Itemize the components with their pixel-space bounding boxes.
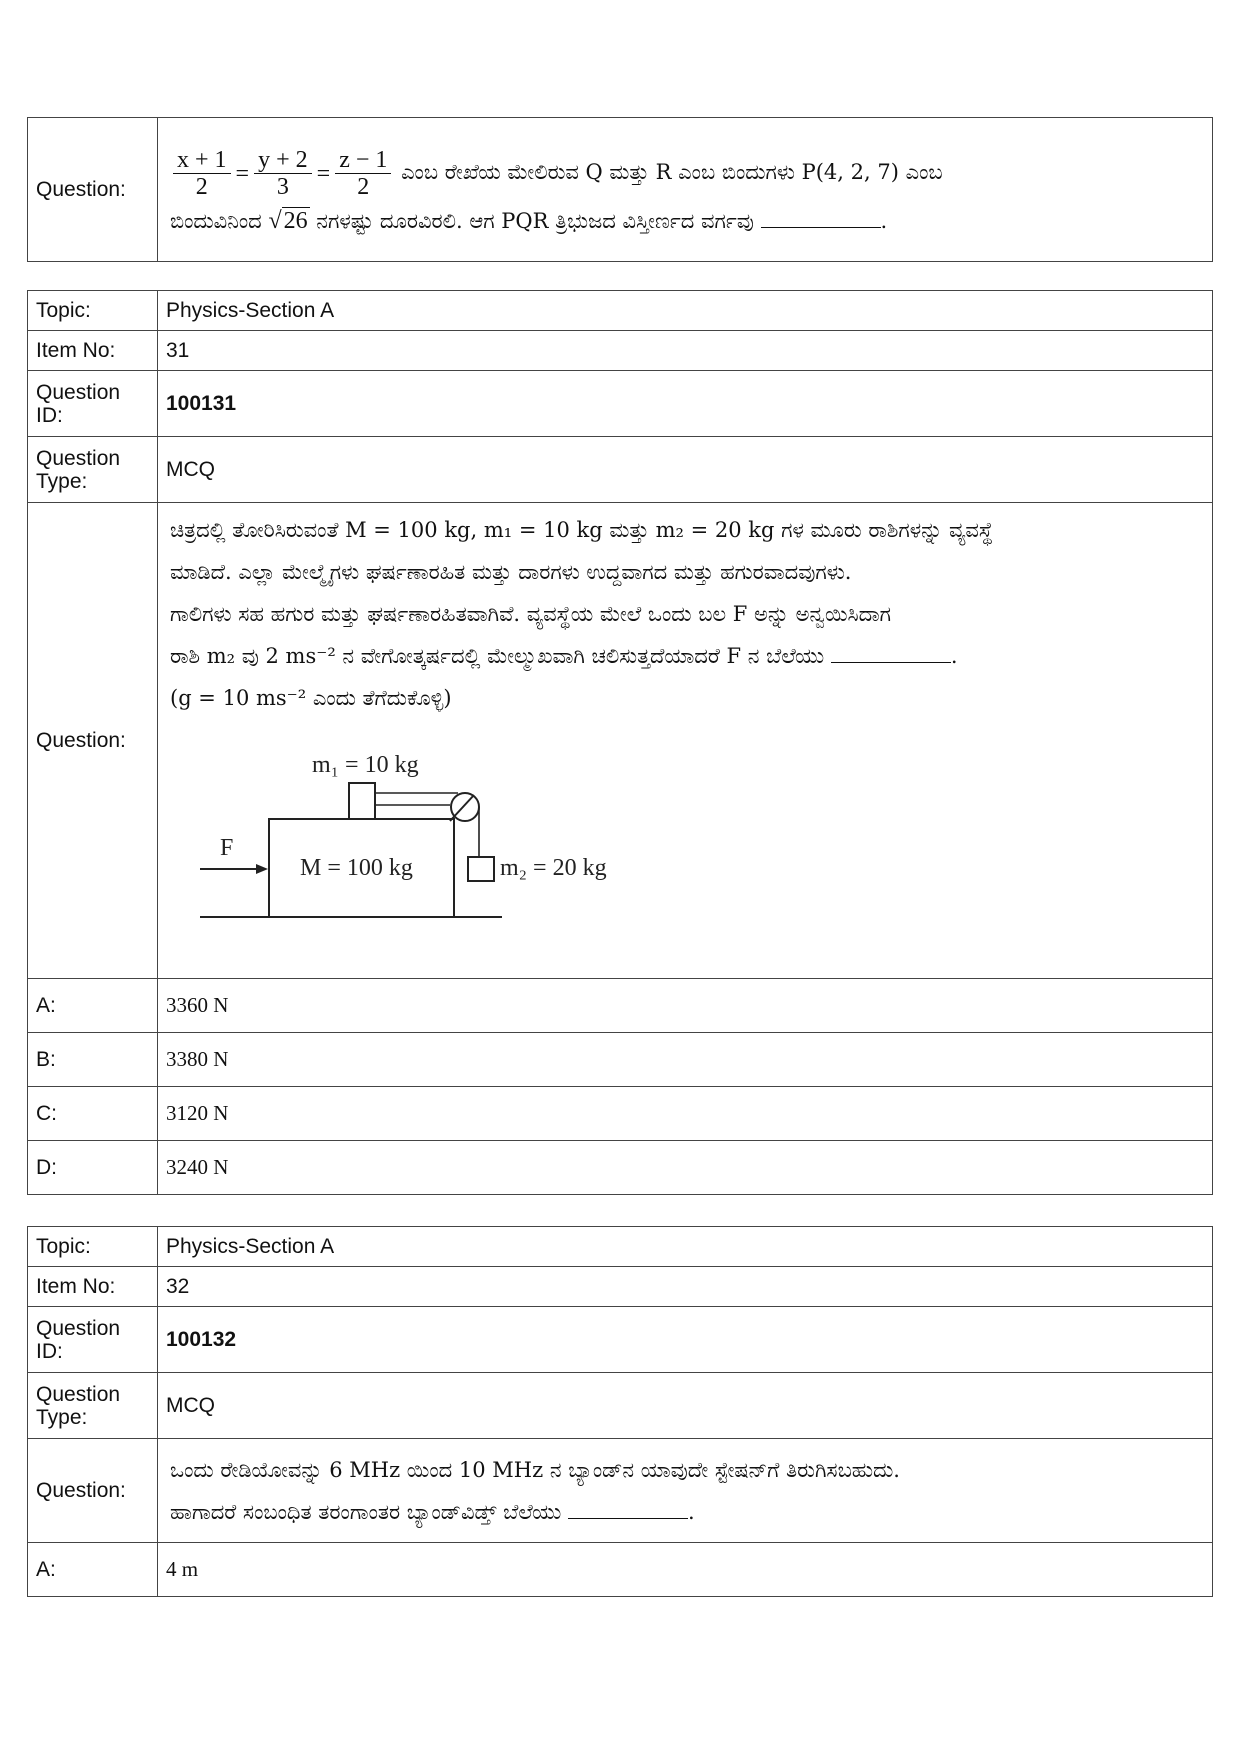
item-no-value: 31 (158, 331, 1213, 371)
fraction-x-denominator: 2 (195, 174, 208, 200)
question-type-row (28, 1373, 1213, 1439)
topic-value: Physics-Section A (158, 291, 1213, 331)
option-b-value[interactable]: 3380 N (158, 1033, 1213, 1087)
question-id-value: 100132 (158, 1307, 1213, 1373)
question-text: ಚಿತ್ರದಲ್ಲಿ ತೋರಿಸಿರುವಂತೆ M = 100 kg, m₁ = 10 kg ಮತ್ತು m₂ = 20 kg ಗಳ ಮೂರು ರಾಶಿಗಳನ್ನು ವ್ಯವಸ್ಥೆ ಮಾಡಿದೆ. ಎಲ್ಲಾ ಮೇಲ್ಮೈಗಳು ಘರ್ಷಣಾರಹಿತ ಮತ್ತು ದಾರಗಳು ಉದ್ದವಾಗದ ಮತ್ತು ಹಗುರವಾದವುಗಳು. ಗಾಲಿಗಳು ಸಹ ಹಗುರ ಮತ್ತು ಘರ್ಷಣಾರಹಿತವಾಗಿವೆ. ವ್ಯವಸ್ಥೆಯ ಮೇಲೆ ಒಂದು ಬಲ F ಅನ್ನು ಅನ್ವಯಿಸಿದಾಗ ರಾಶಿ m₂ ವು 2 ms⁻² ನ ವೇಗೋತ್ಕರ್ಷದಲ್ಲಿ ಮೇಲ್ಮುಖವಾಗಿ ಚಲಿಸುತ್ತದೆಯಾದರೆ F ನ ಬೆಲೆಯು . (g = 10 ms⁻² ಎಂದು ತೆಗೆದುಕೊಳ್ಳಿ) (170, 518, 994, 710)
question-text-line1: ಎಂಬ ರೇಖೆಯ ಮೇಲಿರುವ Q ಮತ್ತು R ಎಂಬ ಬಿಂದುಗಳು P(4, 2, 7) ಎಂಬ (401, 160, 943, 184)
option-c-label: C: (28, 1087, 158, 1141)
question-type-label: Question Type: (28, 1373, 158, 1439)
question-id-value: 100131 (158, 371, 1213, 437)
question-table-prev (27, 117, 1213, 262)
option-b-label: B: (28, 1033, 158, 1087)
fraction-z (335, 147, 391, 200)
question-cell (158, 118, 1213, 262)
option-d-row[interactable] (28, 1141, 1213, 1195)
option-a-value[interactable]: 3360 N (158, 979, 1213, 1033)
fraction-y (254, 147, 312, 200)
m2-label: m₂ = 20 kg (500, 855, 607, 881)
period: . (880, 209, 888, 233)
question-label: Question: (28, 503, 158, 979)
question-id-label: Question ID: (28, 371, 158, 437)
question-id-row (28, 1307, 1213, 1373)
item-no-row (28, 331, 1213, 371)
question-text (166, 1449, 1204, 1533)
equals-sign: = (316, 160, 331, 187)
question-text-line2a: ಬಿಂದುವಿನಿಂದ (170, 209, 262, 233)
option-d-label: D: (28, 1141, 158, 1195)
option-c-row[interactable] (28, 1087, 1213, 1141)
question-type-label: Question Type: (28, 437, 158, 503)
question-line-2: ಹಾಗಾದರೆ ಸಂಬಂಧಿತ ತರಂಗಾಂತರ ಬ್ಯಾಂಡ್‌ವಿಡ್ತ್ ಬೆಲೆಯು (170, 1499, 562, 1524)
option-a-label: A: (28, 1543, 158, 1597)
question-text-line2b: ನಗಳಷ್ಟು ದೂರವಿರಲಿ. ಆಗ PQR ತ್ರಿಭುಜದ ವಿಸ್ತೀರ್ಣದ ವರ್ಗವು (316, 209, 754, 233)
block-m2 (468, 857, 494, 881)
question-label: Question: (28, 118, 158, 262)
equals-sign: = (235, 160, 250, 187)
question-cell (158, 503, 1213, 979)
force-label: F (220, 835, 234, 861)
answer-blank (831, 644, 951, 663)
option-a-row[interactable] (28, 1543, 1213, 1597)
option-d-value[interactable]: 3240 N (158, 1141, 1213, 1195)
block-m1 (349, 783, 375, 819)
fraction-z-numerator: z − 1 (335, 147, 391, 174)
option-a-row[interactable] (28, 979, 1213, 1033)
force-arrowhead (256, 864, 268, 874)
option-a-label: A: (28, 979, 158, 1033)
question-row (28, 118, 1213, 262)
question-label: Question: (28, 1439, 158, 1543)
question-type-row (28, 437, 1213, 503)
question-row (28, 1439, 1213, 1543)
fraction-y-numerator: y + 2 (254, 147, 312, 174)
option-b-row[interactable] (28, 1033, 1213, 1087)
option-a-value[interactable]: 4 m (158, 1543, 1213, 1597)
period: . (687, 1499, 695, 1524)
topic-value: Physics-Section A (158, 1227, 1213, 1267)
item-no-label: Item No: (28, 1267, 158, 1307)
big-M-label: M = 100 kg (300, 855, 413, 881)
question-table-31 (27, 290, 1213, 1195)
question-id-label: Question ID: (28, 1307, 158, 1373)
pulley-system-figure (182, 737, 642, 937)
fraction-y-denominator: 3 (276, 174, 289, 200)
question-line-1: ಚಿತ್ರದಲ್ಲಿ ತೋರಿಸಿರುವಂತೆ M = 100 kg, m₁ = 10 kg ಮತ್ತು m₂ = 20 kg ಗಳ ಮೂರು ರಾಶಿಗಳನ್ನು ವ್ಯವಸ್ಥೆ (170, 518, 994, 542)
question-table-32 (27, 1226, 1213, 1597)
question-type-value: MCQ (158, 437, 1213, 503)
sqrt-radicand: 26 (283, 208, 308, 234)
topic-label: Topic: (28, 291, 158, 331)
item-no-label: Item No: (28, 331, 158, 371)
question-line-1: ಒಂದು ರೇಡಿಯೋವನ್ನು 6 MHz ಯಿಂದ 10 MHz ನ ಬ್ಯಾಂಡ್‌ನ ಯಾವುದೇ ಸ್ಟೇಷನ್‌ಗೆ ತಿರುಗಿಸಬಹುದು. (170, 1457, 900, 1482)
question-id-row (28, 371, 1213, 437)
topic-row (28, 291, 1213, 331)
fraction-z-denominator: 2 (357, 174, 370, 200)
topic-label: Topic: (28, 1227, 158, 1267)
question-line-5: (g = 10 ms⁻² ಎಂದು ತೆಗೆದುಕೊಳ್ಳಿ) (170, 686, 452, 710)
answer-blank (568, 1500, 688, 1519)
question-type-value: MCQ (158, 1373, 1213, 1439)
answer-blank (761, 209, 881, 228)
question-text (166, 137, 1204, 242)
sqrt-expression (268, 207, 309, 234)
question-cell (158, 1439, 1213, 1543)
item-no-value: 32 (158, 1267, 1213, 1307)
fraction-x-numerator: x + 1 (173, 147, 231, 174)
fraction-x (173, 147, 231, 200)
question-line-3: ಗಾಲಿಗಳು ಸಹ ಹಗುರ ಮತ್ತು ಘರ್ಷಣಾರಹಿತವಾಗಿವೆ. ವ್ಯವಸ್ಥೆಯ ಮೇಲೆ ಒಂದು ಬಲ F ಅನ್ನು ಅನ್ವಯಿಸಿದಾಗ (170, 602, 891, 626)
question-line-2: ಮಾಡಿದೆ. ಎಲ್ಲಾ ಮೇಲ್ಮೈಗಳು ಘರ್ಷಣಾರಹಿತ ಮತ್ತು ದಾರಗಳು ಉದ್ದವಾಗದ ಮತ್ತು ಹಗುರವಾದವುಗಳು. (170, 560, 852, 584)
sqrt-symbol: √ (268, 208, 282, 234)
question-row (28, 503, 1213, 979)
item-no-row (28, 1267, 1213, 1307)
topic-row (28, 1227, 1213, 1267)
option-c-value[interactable]: 3120 N (158, 1087, 1213, 1141)
m1-label: m₁ = 10 kg (312, 752, 419, 778)
question-line-4: ರಾಶಿ m₂ ವು 2 ms⁻² ನ ವೇಗೋತ್ಕರ್ಷದಲ್ಲಿ ಮೇಲ್ಮುಖವಾಗಿ ಚಲಿಸುತ್ತದೆಯಾದರೆ F ನ ಬೆಲೆಯು (170, 644, 825, 668)
